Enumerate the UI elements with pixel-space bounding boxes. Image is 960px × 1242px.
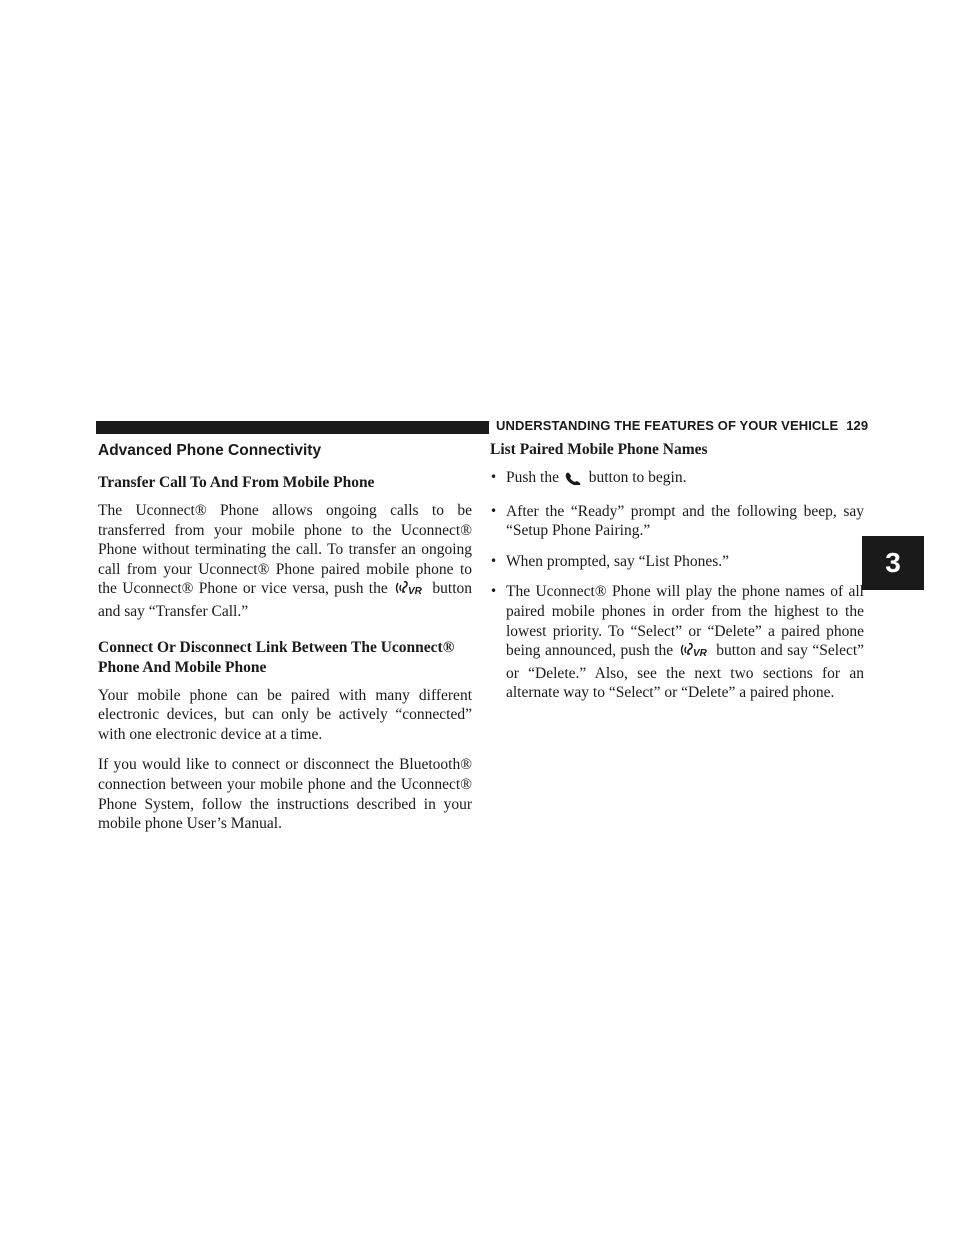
list-item <box>490 468 864 491</box>
bullet-icon: • <box>490 553 498 568</box>
bullet-icon: • <box>490 503 498 518</box>
transfer-call-text <box>98 501 472 622</box>
header-title: UNDERSTANDING THE FEATURES OF YOUR VEHICLE <box>496 418 839 433</box>
header-rule <box>96 421 489 434</box>
bullet-icon: • <box>490 584 498 599</box>
b4-part2: button and say “Select” or “Delete.” Also, see the next two sections for an alternate way to “Select” or “Delete” a paired phone. <box>506 642 865 702</box>
bullet-icon: • <box>490 470 498 484</box>
list-item <box>490 582 864 703</box>
right-column <box>490 440 864 714</box>
steps-list <box>490 468 864 703</box>
transfer-call-heading: Transfer Call To And From Mobile Phone <box>98 474 375 491</box>
running-header <box>496 418 868 433</box>
connect-para-1: Your mobile phone can be paired with many different electronic devices, but can only be actively “connected” with one electronic device at a time. <box>98 686 472 743</box>
voice-command-icon <box>679 642 711 664</box>
connect-para-2: If you would like to connect or disconnect the Bluetooth® connection between your mobile phone and the Uconnect® Phone System, follow the instructions described in your mobile phone User’s Manual. <box>98 756 472 833</box>
svg-text:VR: VR <box>692 648 707 659</box>
b4-part1: The Uconnect® Phone will play the phone names of all paired mobile phones in order from the highest to the lowest priority. To “Select” or “Delete” a paired phone being announced, push the <box>506 583 864 660</box>
b2-text: After the “Ready” prompt and the following beep, say “Setup Phone Pairing.” <box>506 502 864 540</box>
b1-part1: Push the <box>506 469 559 486</box>
left-column <box>98 440 472 845</box>
list-phones-heading: List Paired Mobile Phone Names <box>490 441 708 458</box>
b1-part2: button to begin. <box>588 469 687 486</box>
list-item <box>490 502 864 541</box>
b3-text: When prompted, say “List Phones.” <box>506 552 729 570</box>
transfer-text-part1: The Uconnect® Phone allows ongoing calls to be transferred from your mobile phone to the Uconnect® Phone without terminating the call. To transfer an ongoing call from your Uconnect® Phone paired mobile phone to the Uconnect® Phone or vice versa, push the <box>98 502 472 598</box>
page-number: 129 <box>846 418 869 433</box>
phone-handset-icon <box>564 471 584 491</box>
connect-disconnect-heading: Connect Or Disconnect Link Between The Uconnect® Phone And Mobile Phone <box>98 638 455 676</box>
list-item <box>490 552 864 572</box>
transfer-text-part2: button and say “Transfer Call.” <box>98 580 473 620</box>
svg-text:VR: VR <box>408 586 422 597</box>
voice-command-icon <box>394 580 426 602</box>
section-heading: Advanced Phone Connectivity <box>98 442 322 459</box>
chapter-tab: 3 <box>862 536 924 590</box>
